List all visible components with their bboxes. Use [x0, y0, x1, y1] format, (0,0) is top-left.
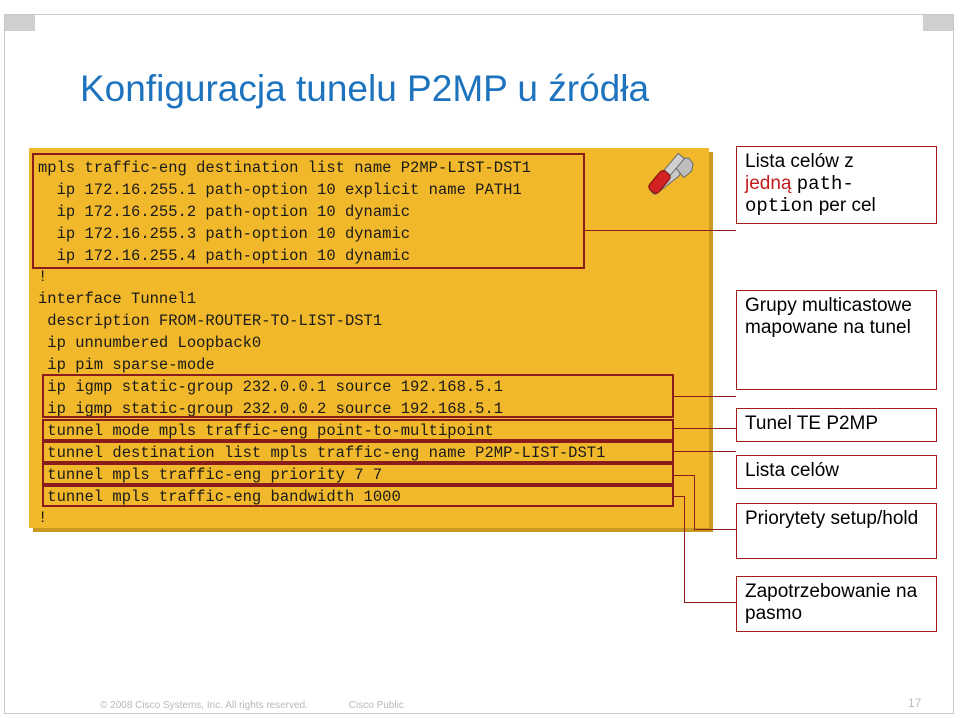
classification-text: Cisco Public — [348, 700, 404, 711]
code-line: description FROM-ROUTER-TO-LIST-DST1 — [38, 312, 383, 330]
tunnel-bandwidth-box — [42, 485, 674, 507]
code-line: ip 172.16.255.3 path-option 10 dynamic — [38, 225, 411, 243]
connector-line — [674, 475, 694, 476]
connector-line — [674, 451, 736, 452]
code-line: ! — [38, 268, 48, 286]
code-line: tunnel mpls traffic-eng bandwidth 1000 — [38, 488, 401, 506]
callout-text: per cel — [813, 195, 876, 216]
corner-tab-left — [5, 15, 35, 31]
tunnel-priority-box — [42, 463, 674, 485]
code-line: ip unnumbered Loopback0 — [38, 334, 262, 352]
connector-line — [684, 496, 685, 602]
code-line: ip 172.16.255.2 path-option 10 dynamic — [38, 203, 411, 221]
footer — [100, 700, 442, 711]
connector-line — [585, 230, 736, 231]
callout-multicast-groups: Grupy multicastowe mapowane na tunel — [736, 290, 937, 390]
callout-priorities: Priorytety setup/hold — [736, 503, 937, 559]
connector-line — [694, 529, 736, 530]
code-line: ip igmp static-group 232.0.0.2 source 192.168.5.1 — [38, 400, 504, 418]
connector-line — [674, 496, 684, 497]
code-line: ip 172.16.255.4 path-option 10 dynamic — [38, 247, 411, 265]
connector-line — [684, 602, 736, 603]
corner-tab-right — [923, 15, 953, 31]
callout-destination-list — [736, 146, 937, 224]
tunnel-mode-box — [42, 419, 674, 441]
connector-line — [694, 475, 695, 529]
code-line: interface Tunnel1 — [38, 290, 197, 308]
code-line: ip 172.16.255.1 path-option 10 explicit name PATH1 — [38, 181, 522, 199]
page-number: 17 — [908, 696, 922, 710]
callout-highlight: jedną — [745, 173, 792, 194]
callout-p2mp-tunnel: Tunel TE P2MP — [736, 408, 937, 442]
destination-list-box — [32, 153, 585, 269]
connector-line — [674, 396, 736, 397]
code-line: tunnel mpls traffic-eng priority 7 7 — [38, 466, 383, 484]
code-line: ip pim sparse-mode — [38, 356, 215, 374]
tunnel-destination-box — [42, 441, 674, 463]
callout-bandwidth: Zapotrzebowanie na pasmo — [736, 576, 937, 632]
igmp-static-group-box — [42, 374, 674, 418]
page-title: Konfiguracja tunelu P2MP u źródła — [80, 68, 650, 109]
callout-mono: path- — [796, 173, 854, 195]
code-line: ! — [38, 509, 48, 527]
tools-icon — [640, 148, 702, 204]
callout-destination-list-2: Lista celów — [736, 455, 937, 489]
copyright-text: © 2008 Cisco Systems, Inc. All rights reserved. — [100, 700, 309, 711]
code-line: tunnel destination list mpls traffic-eng name P2MP-LIST-DST1 — [38, 444, 606, 462]
code-line: tunnel mode mpls traffic-eng point-to-multipoint — [38, 422, 494, 440]
connector-line — [674, 428, 736, 429]
callout-mono: option — [745, 195, 814, 217]
code-line: ip igmp static-group 232.0.0.1 source 192.168.5.1 — [38, 378, 504, 396]
callout-text: Lista celów z — [745, 151, 854, 172]
code-line: mpls traffic-eng destination list name P2MP-LIST-DST1 — [38, 159, 531, 177]
